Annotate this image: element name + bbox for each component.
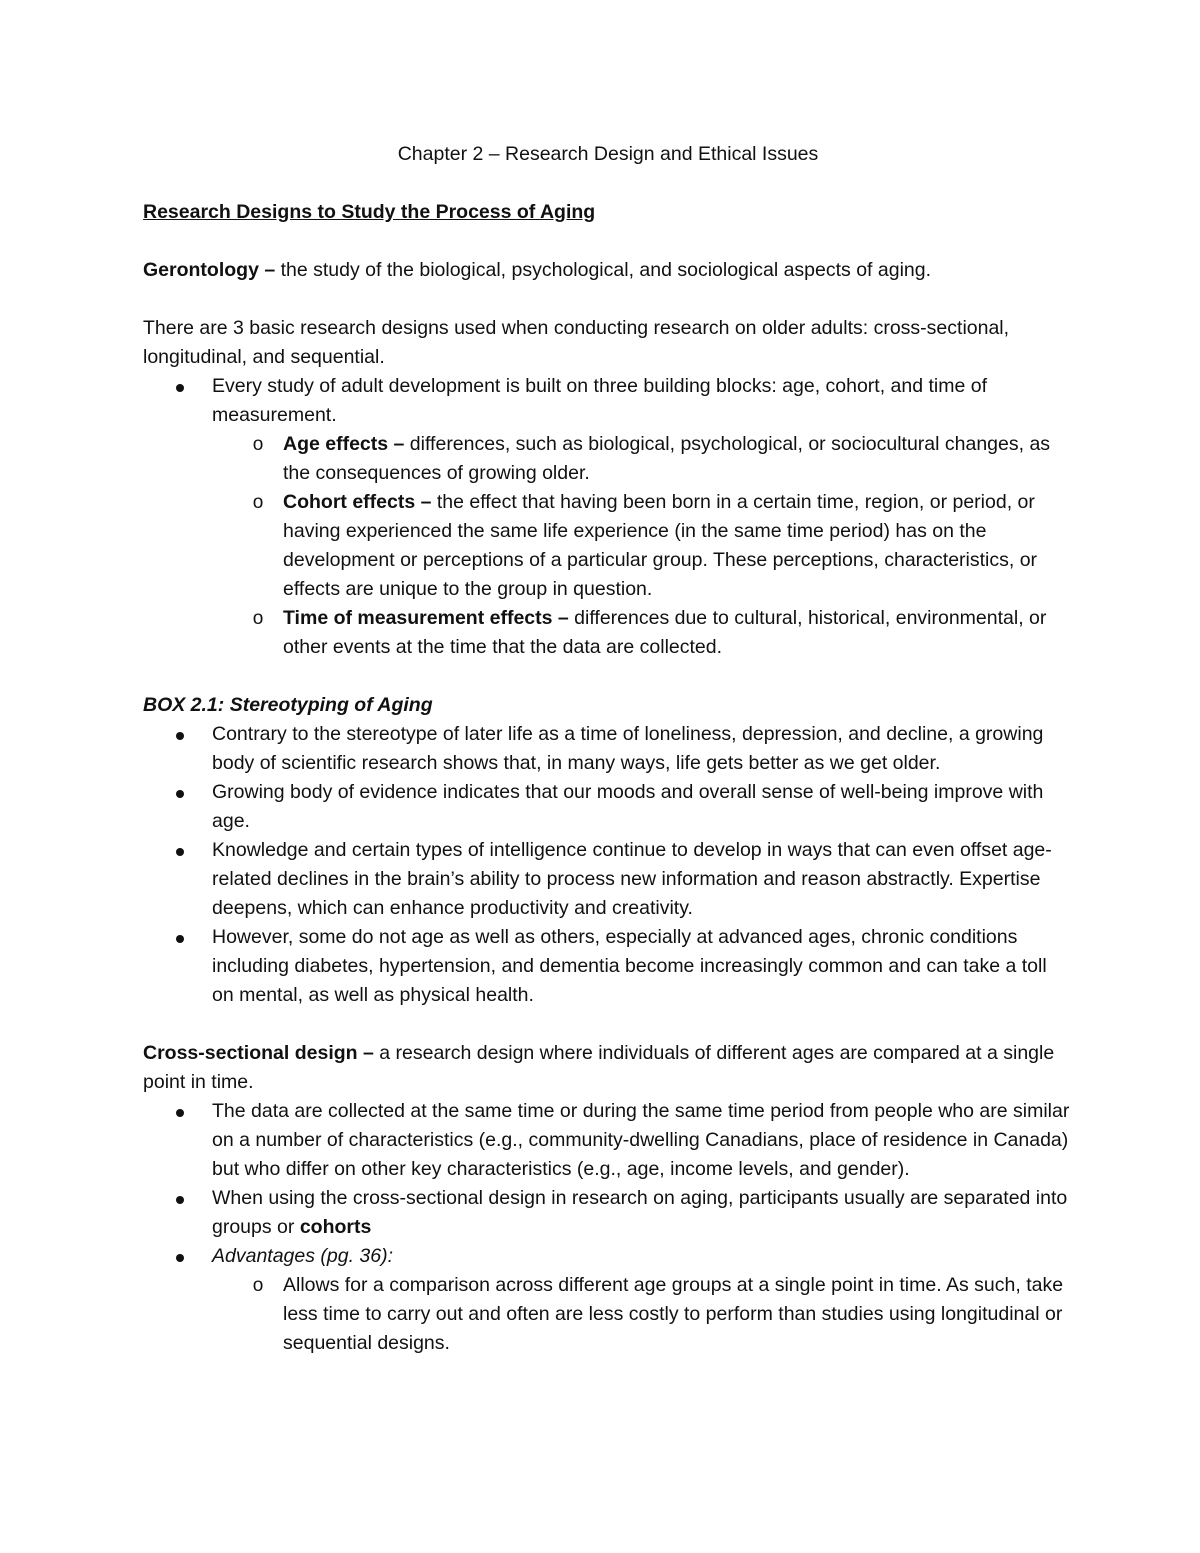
cross-sectional-text: a research design where individuals of different ages are compared at a single point in time. [143,1042,1055,1093]
page-title: Chapter 2 – Research Design and Ethical Issues [397,143,819,165]
list-item [143,1242,1073,1358]
designs-intro: There are 3 basic research designs used when conducting research on older adults: cross-sectional, longitudinal, and sequential. [143,317,1010,368]
building-blocks-text: Every study of adult development is built on three building blocks: age, cohort, and time of measurement. [212,375,988,426]
effect-text: the effect that having been born in a certain time, region, or period, or having experienced the same life experience (in the same time period) has on the development or perceptions of a particular group. These perceptions, characteristics, or effects are unique to the group in question. [283,491,1038,600]
list-item [212,604,1073,662]
effect-text: differences, such as biological, psychological, or sociocultural changes, as the consequences of growing older. [283,433,1051,484]
advantages-label: Advantages (pg. 36): [212,1245,394,1267]
advantage-text: Allows for a comparison across different age groups at a single point in time. As such, take less time to carry out and often are less costly to perform than studies using longitudinal or sequential designs. [283,1274,1064,1354]
section-heading: Research Designs to Study the Process of Aging [143,201,596,223]
list-item [143,1184,1073,1242]
advantages-list [212,1271,1073,1358]
document-page [143,140,1073,1358]
list-item [143,720,1073,778]
effect-term: Age effects – [283,433,405,455]
list-item [143,778,1073,836]
list-item [212,488,1073,604]
circle-bullet-icon: o [252,608,264,629]
list-item [143,1097,1073,1184]
list-item [143,923,1073,1010]
gerontology-term: Gerontology – [143,259,276,281]
circle-bullet-icon: o [252,492,264,513]
list-item [212,1271,1073,1358]
gerontology-definition [143,256,1073,285]
effects-list [212,430,1073,662]
bullet-icon [176,1196,184,1204]
box-item-text: Knowledge and certain types of intelligence continue to develop in ways that can even offset age-related declines in the brain’s ability to process new information and reason abstractly. Expertise deepens, which can enhance productivity and creativity. [212,839,1052,919]
list-item [143,836,1073,923]
effect-term: Time of measurement effects – [283,607,569,629]
cross-sectional-term: Cross-sectional design – [143,1042,374,1064]
box-list [143,720,1073,1010]
cohorts-term: cohorts [299,1216,372,1238]
box-heading: BOX 2.1: Stereotyping of Aging [143,694,433,716]
box-item-text: Contrary to the stereotype of later life as a time of loneliness, depression, and decline, a growing body of scientific research shows that, in many ways, life gets better as we get older. [212,723,1044,774]
cross-sectional-definition [143,1039,1073,1097]
list-item [212,430,1073,488]
bullet-icon [176,1254,184,1262]
cross-sectional-list [143,1097,1073,1358]
effect-text: differences due to cultural, historical, environmental, or other events at the time that the data are collected. [283,607,1047,658]
effect-term: Cohort effects – [283,491,432,513]
cross-sectional-item: The data are collected at the same time or during the same time period from people who are similar on a number of characteristics (e.g., community-dwelling Canadians, place of residence in Canada) but who differ on other key characteristics (e.g., age, income levels, and gender). [212,1100,1070,1180]
bullet-icon [176,935,184,943]
box-item-text: Growing body of evidence indicates that our moods and overall sense of well-being improve with age. [212,781,1044,832]
bullet-icon [176,732,184,740]
box-item-text: However, some do not age as well as others, especially at advanced ages, chronic conditions including diabetes, hypertension, and dementia become increasingly common and can take a toll on mental, as well as physical health. [212,926,1047,1006]
bullet-icon [176,848,184,856]
bullet-icon [176,384,184,392]
cross-sectional-item: When using the cross-sectional design in research on aging, participants usually are separated into groups or [212,1187,1068,1238]
bullet-icon [176,790,184,798]
bullet-icon [176,1109,184,1117]
circle-bullet-icon: o [252,434,264,455]
circle-bullet-icon: o [252,1275,264,1296]
building-blocks-list [143,372,1073,662]
gerontology-text: the study of the biological, psychological, and sociological aspects of aging. [275,259,932,281]
list-item [143,372,1073,662]
